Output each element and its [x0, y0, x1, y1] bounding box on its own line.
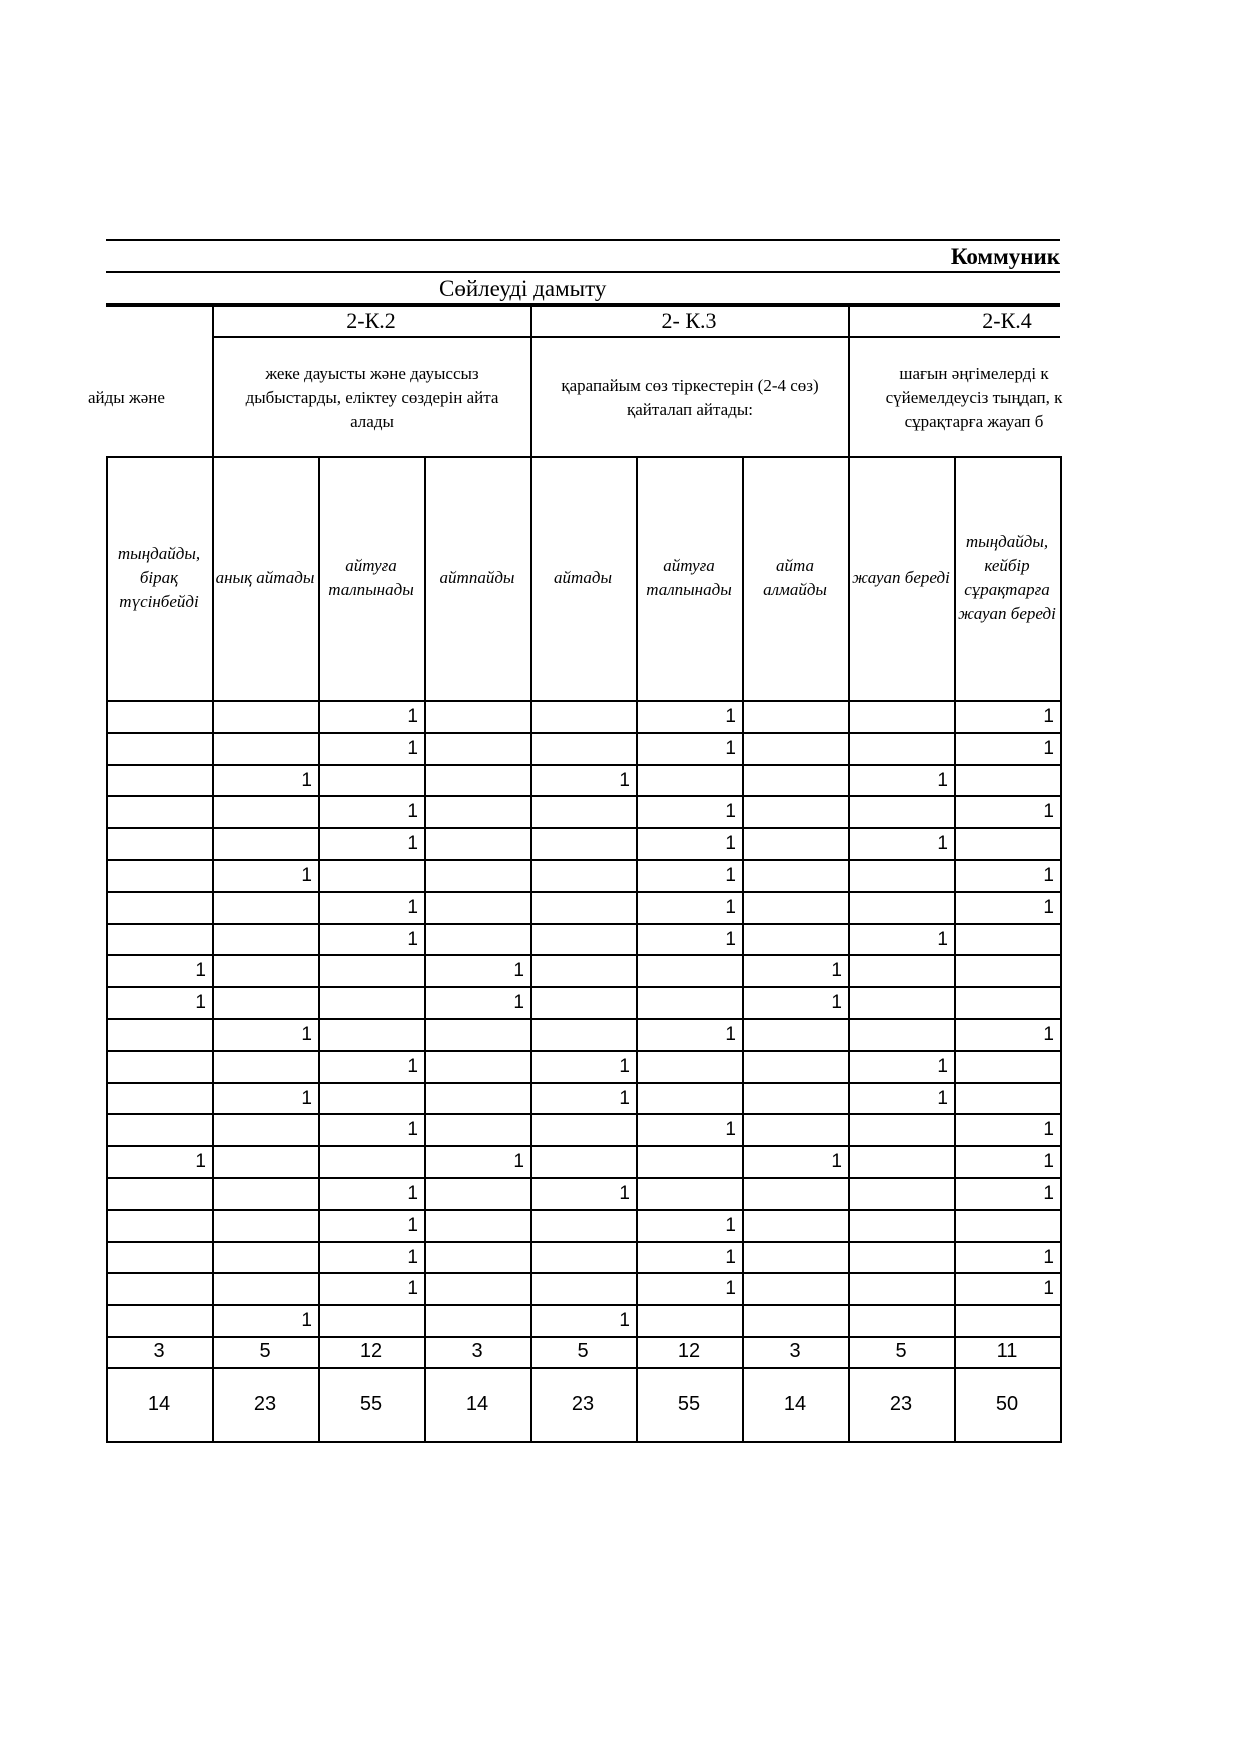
table-cell: 1 [1043, 1183, 1054, 1204]
group-divider [848, 305, 850, 458]
totals-cell: 5 [577, 1340, 589, 1362]
totals-cell: 3 [153, 1340, 165, 1362]
column-header-4: айтпайды [439, 568, 515, 587]
header-section-rule [106, 303, 1060, 307]
table-cell: 1 [1043, 1024, 1054, 1045]
table-cell [424, 924, 530, 955]
table-cell [424, 1273, 530, 1304]
table-cell [424, 892, 530, 923]
table-cell: 1 [407, 1056, 418, 1077]
table-cell: 1 [407, 706, 418, 727]
table-cell [530, 1019, 636, 1050]
table-cell [212, 1210, 318, 1241]
table-cell: 1 [1043, 738, 1054, 759]
table-cell: 1 [301, 1024, 312, 1045]
table-cell: 1 [831, 992, 842, 1013]
table-cell [848, 892, 954, 923]
percent-cell: 55 [359, 1393, 383, 1415]
table-cell [424, 733, 530, 764]
header-title-rule [106, 271, 1060, 273]
table-cell: 1 [725, 1024, 736, 1045]
table-cell: 1 [407, 833, 418, 854]
table-cell [954, 828, 1060, 859]
table-cell [848, 796, 954, 827]
column-header-2: анық айтады [215, 568, 315, 587]
table-cell: 1 [937, 929, 948, 950]
table-cell [212, 828, 318, 859]
table-cell [212, 955, 318, 986]
table-cell: 1 [619, 1183, 630, 1204]
table-cell [530, 892, 636, 923]
table-cell [106, 892, 212, 923]
table-title: Коммуник [950, 244, 1060, 269]
table-cell [742, 860, 848, 891]
table-cell: 1 [831, 1151, 842, 1172]
table-cell [424, 1178, 530, 1209]
table-cell [106, 1305, 212, 1336]
table-cell [106, 1178, 212, 1209]
table-cell: 1 [407, 897, 418, 918]
table-cell [848, 1242, 954, 1273]
table-cell [318, 1305, 424, 1336]
table-cell [954, 765, 1060, 796]
table-cell [212, 1178, 318, 1209]
table-cell [742, 796, 848, 827]
group-desc-1: айды және [88, 388, 165, 407]
percent-cell: 50 [995, 1393, 1019, 1415]
table-cell [954, 1051, 1060, 1082]
table-cell [742, 1083, 848, 1114]
totals-cell: 12 [677, 1340, 701, 1362]
percent-cell: 14 [147, 1393, 171, 1415]
table-cell [954, 924, 1060, 955]
table-cell [212, 701, 318, 732]
table-cell [424, 701, 530, 732]
table-cell: 1 [619, 1056, 630, 1077]
column-header-5: айтады [553, 568, 613, 587]
table-cell: 1 [725, 929, 736, 950]
table-cell [424, 1305, 530, 1336]
table-cell [530, 924, 636, 955]
table-cell [106, 701, 212, 732]
table-cell [848, 1146, 954, 1177]
table-cell: 1 [513, 960, 524, 981]
table-cell [212, 733, 318, 764]
table-cell: 1 [725, 1119, 736, 1140]
group-desc-2-k4: шағын әңгімелерді к сүйемелдеусіз тыңдап, к сұрақтарға жауап б [885, 364, 1063, 431]
group-desc-2-k3: қарапайым сөз тіркестерін (2-4 сөз) қайталап айтады: [561, 376, 819, 419]
table-cell: 1 [725, 1278, 736, 1299]
table-cell [106, 796, 212, 827]
table-cell: 1 [1043, 801, 1054, 822]
table-cell [848, 1305, 954, 1336]
table-cell [318, 987, 424, 1018]
table-cell: 1 [407, 1247, 418, 1268]
table-cell [530, 1273, 636, 1304]
table-cell [742, 1178, 848, 1209]
column-divider [1060, 456, 1062, 1441]
table-cell: 1 [301, 1088, 312, 1109]
table-cell [530, 860, 636, 891]
percent-cell: 23 [571, 1393, 595, 1415]
table-cell: 1 [1043, 1151, 1054, 1172]
header-top-rule [106, 239, 1060, 241]
table-cell [636, 1146, 742, 1177]
table-cell [742, 733, 848, 764]
table-cell [636, 955, 742, 986]
table-cell [106, 924, 212, 955]
table-cell [848, 987, 954, 1018]
table-cell [212, 1146, 318, 1177]
table-cell [424, 1114, 530, 1145]
table-cell [742, 1019, 848, 1050]
table-cell: 1 [937, 770, 948, 791]
table-cell [848, 1273, 954, 1304]
group-desc-2-k2: жеке дауысты және дауыссыз дыбыстарды, еліктеу сөздерін айта алады [245, 364, 499, 431]
table-cell: 1 [1043, 897, 1054, 918]
table-cell: 1 [407, 1183, 418, 1204]
table-cell [530, 1242, 636, 1273]
table-cell: 1 [407, 1215, 418, 1236]
table-cell: 1 [725, 865, 736, 886]
table-cell [742, 765, 848, 796]
table-cell: 1 [195, 960, 206, 981]
table-cell [424, 1242, 530, 1273]
table-cell: 1 [513, 1151, 524, 1172]
totals-cell: 3 [789, 1340, 801, 1362]
group-divider [530, 305, 532, 458]
table-cell [636, 1305, 742, 1336]
table-cell [954, 1305, 1060, 1336]
percent-cell: 14 [783, 1393, 807, 1415]
table-cell: 1 [619, 1310, 630, 1331]
table-cell [848, 701, 954, 732]
table-cell [954, 1210, 1060, 1241]
table-cell [106, 1242, 212, 1273]
table-cell [530, 1146, 636, 1177]
table-cell [212, 1273, 318, 1304]
table-cell: 1 [725, 1215, 736, 1236]
percent-cell: 23 [253, 1393, 277, 1415]
table-cell [318, 955, 424, 986]
table-cell [106, 1273, 212, 1304]
table-cell [954, 955, 1060, 986]
table-cell [212, 892, 318, 923]
table-cell: 1 [301, 770, 312, 791]
table-cell: 1 [725, 1247, 736, 1268]
table-cell [106, 733, 212, 764]
table-cell [212, 1114, 318, 1145]
table-cell: 1 [407, 1278, 418, 1299]
totals-cell: 12 [359, 1340, 383, 1362]
table-cell [848, 955, 954, 986]
table-cell: 1 [937, 1056, 948, 1077]
table-cell [212, 1051, 318, 1082]
table-cell: 1 [1043, 1247, 1054, 1268]
table-cell [742, 1273, 848, 1304]
group-code-2-k4: 2-К.4 [982, 308, 1032, 333]
totals-cell: 11 [996, 1340, 1018, 1362]
table-cell [848, 1178, 954, 1209]
table-cell [530, 828, 636, 859]
table-cell [212, 987, 318, 1018]
table-cell: 1 [725, 897, 736, 918]
table-cell [636, 1178, 742, 1209]
table-cell: 1 [725, 706, 736, 727]
table-cell: 1 [407, 738, 418, 759]
column-header-8: жауап береді [852, 568, 950, 587]
table-cell: 1 [1043, 1119, 1054, 1140]
table-cell [424, 1210, 530, 1241]
table-cell [424, 1051, 530, 1082]
table-cell: 1 [937, 1088, 948, 1109]
table-cell: 1 [619, 770, 630, 791]
percent-cell: 55 [677, 1393, 701, 1415]
table-cell [848, 860, 954, 891]
table-cell [318, 1146, 424, 1177]
table-cell [742, 892, 848, 923]
column-header-1: тыңдайды, бірақ түсінбейді [117, 544, 201, 611]
table-cell [848, 733, 954, 764]
table-cell: 1 [725, 833, 736, 854]
table-cell [212, 796, 318, 827]
table-cell: 1 [725, 801, 736, 822]
table-cell [212, 924, 318, 955]
table-cell [636, 1051, 742, 1082]
table-cell [954, 1083, 1060, 1114]
table-cell [742, 1242, 848, 1273]
group-divider [212, 305, 214, 458]
table-cell: 1 [725, 738, 736, 759]
table-cell: 1 [513, 992, 524, 1013]
table-cell [318, 765, 424, 796]
table-cell: 1 [301, 865, 312, 886]
table-cell: 1 [407, 1119, 418, 1140]
table-cell [424, 796, 530, 827]
column-header-3: айтуға талпынады [328, 556, 414, 599]
group-code-2-k2: 2-К.2 [346, 308, 396, 333]
table-cell [636, 765, 742, 796]
table-cell: 1 [831, 960, 842, 981]
table-cell [636, 987, 742, 1018]
table-cell: 1 [937, 833, 948, 854]
column-header-7: айта алмайды [763, 556, 827, 599]
table-cell [106, 1083, 212, 1114]
table-cell [106, 860, 212, 891]
table-cell [742, 1114, 848, 1145]
table-cell [318, 1083, 424, 1114]
table-cell [530, 955, 636, 986]
table-cell [530, 701, 636, 732]
table-cell [530, 987, 636, 1018]
table-cell: 1 [407, 929, 418, 950]
table-cell [106, 1210, 212, 1241]
table-cell [742, 701, 848, 732]
table-cell [106, 1114, 212, 1145]
percent-cell: 14 [465, 1393, 489, 1415]
group-code-rule [212, 336, 1060, 338]
table-cell [848, 1210, 954, 1241]
group-code-2-k3: 2- К.3 [661, 308, 717, 333]
table-cell [742, 1051, 848, 1082]
table-cell [106, 828, 212, 859]
table-cell: 1 [1043, 1278, 1054, 1299]
table-cell: 1 [1043, 865, 1054, 886]
table-cell [424, 1083, 530, 1114]
table-cell [424, 860, 530, 891]
table-cell [106, 1019, 212, 1050]
totals-cell: 5 [895, 1340, 907, 1362]
group-desc-rule [106, 456, 1060, 458]
table-cell [530, 796, 636, 827]
table-cell: 1 [195, 1151, 206, 1172]
table-cell [318, 860, 424, 891]
table-cell [424, 1019, 530, 1050]
table-cell: 1 [619, 1088, 630, 1109]
table-cell [106, 1051, 212, 1082]
table-cell [212, 1242, 318, 1273]
table-cell [636, 1083, 742, 1114]
table-cell [742, 1210, 848, 1241]
table-cell: 1 [301, 1310, 312, 1331]
totals-cell: 5 [259, 1340, 271, 1362]
table-cell [424, 765, 530, 796]
section-title [106, 275, 1060, 303]
section-title-text: Сөйлеуді дамыту [439, 276, 607, 301]
table-cell [742, 924, 848, 955]
table-cell [318, 1019, 424, 1050]
table-cell [424, 828, 530, 859]
table-cell [954, 987, 1060, 1018]
column-header-6: айтуға талпынады [646, 556, 732, 599]
table-bottom-rule [106, 1441, 1062, 1443]
table-cell [742, 828, 848, 859]
table-cell [530, 733, 636, 764]
table-cell: 1 [407, 801, 418, 822]
totals-cell: 3 [471, 1340, 483, 1362]
percent-cell: 23 [889, 1393, 913, 1415]
column-header-9: тыңдайды, кейбір сұрақтарға жауап береді [958, 532, 1056, 623]
table-cell [742, 1305, 848, 1336]
table-cell [848, 1019, 954, 1050]
table-cell [848, 1114, 954, 1145]
table-cell [530, 1210, 636, 1241]
table-cell [530, 1114, 636, 1145]
table-cell [106, 765, 212, 796]
table-cell: 1 [195, 992, 206, 1013]
table-cell: 1 [1043, 706, 1054, 727]
